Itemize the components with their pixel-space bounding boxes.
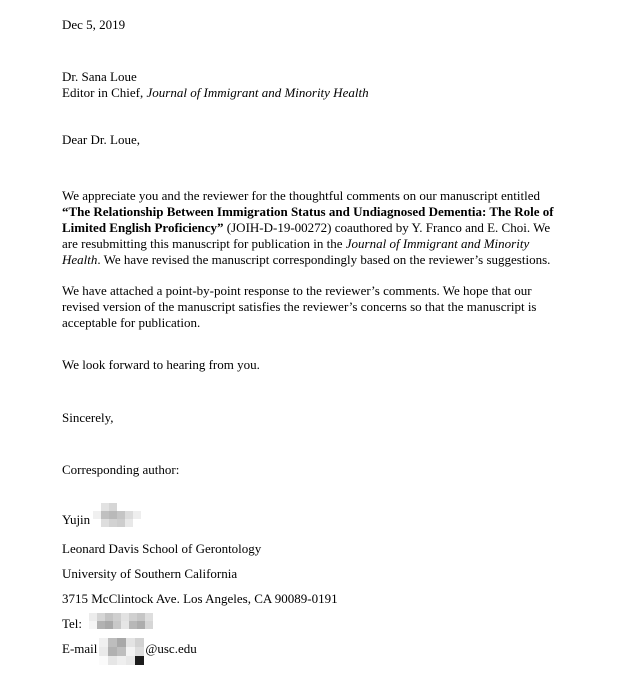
recipient-block xyxy=(62,69,579,101)
affiliation-school: Leonard Davis School of Gerontology xyxy=(62,541,262,556)
recipient-name: Dr. Sana Loue xyxy=(62,69,137,84)
email-domain: @usc.edu xyxy=(145,641,197,656)
tel-label: Tel: xyxy=(62,616,83,631)
redacted-phone xyxy=(89,618,153,630)
paragraph-response: We have attached a point-by-point response to the reviewer’s comments. We hope that our revised version of the manuscript satisfies the reviewer’s concerns so that the manuscript is acceptable for publication. xyxy=(62,283,537,330)
date-line: Dec 5, 2019 xyxy=(62,17,126,32)
closing-line: We look forward to hearing from you. xyxy=(62,357,260,372)
email-label: E-mail xyxy=(62,641,98,656)
signoff: Sincerely, xyxy=(62,410,114,425)
redacted-last-name xyxy=(93,514,141,526)
corresponding-author-label: Corresponding author: xyxy=(62,462,180,477)
signature-name-line xyxy=(62,512,579,528)
address-line: 3715 McClintock Ave. Los Angeles, CA 90089-0191 xyxy=(62,591,338,606)
paragraph-manuscript: We appreciate you and the reviewer for the thoughtful comments on our manuscript entitled “The Relationship Between Immigration Status and Undiagnosed Dementia: The Role of Limited English Proficiency” (JOIH-D-19-00272) coauthored by Y. Franco and E. Choi. We are resubmitting this manuscript for publication in the Journal of Immigrant and Minority Health. We have revised the manuscript correspondingly based on the reviewer’s suggestions. xyxy=(62,188,554,267)
signature-first-name: Yujin xyxy=(62,512,91,527)
salutation: Dear Dr. Loue, xyxy=(62,132,140,147)
email-line xyxy=(62,641,579,657)
tel-line xyxy=(62,616,579,632)
affiliation-university: University of Southern California xyxy=(62,566,238,581)
recipient-title: Editor in Chief, Journal of Immigrant and Minority Health xyxy=(62,85,369,100)
redacted-email-user xyxy=(99,643,144,655)
